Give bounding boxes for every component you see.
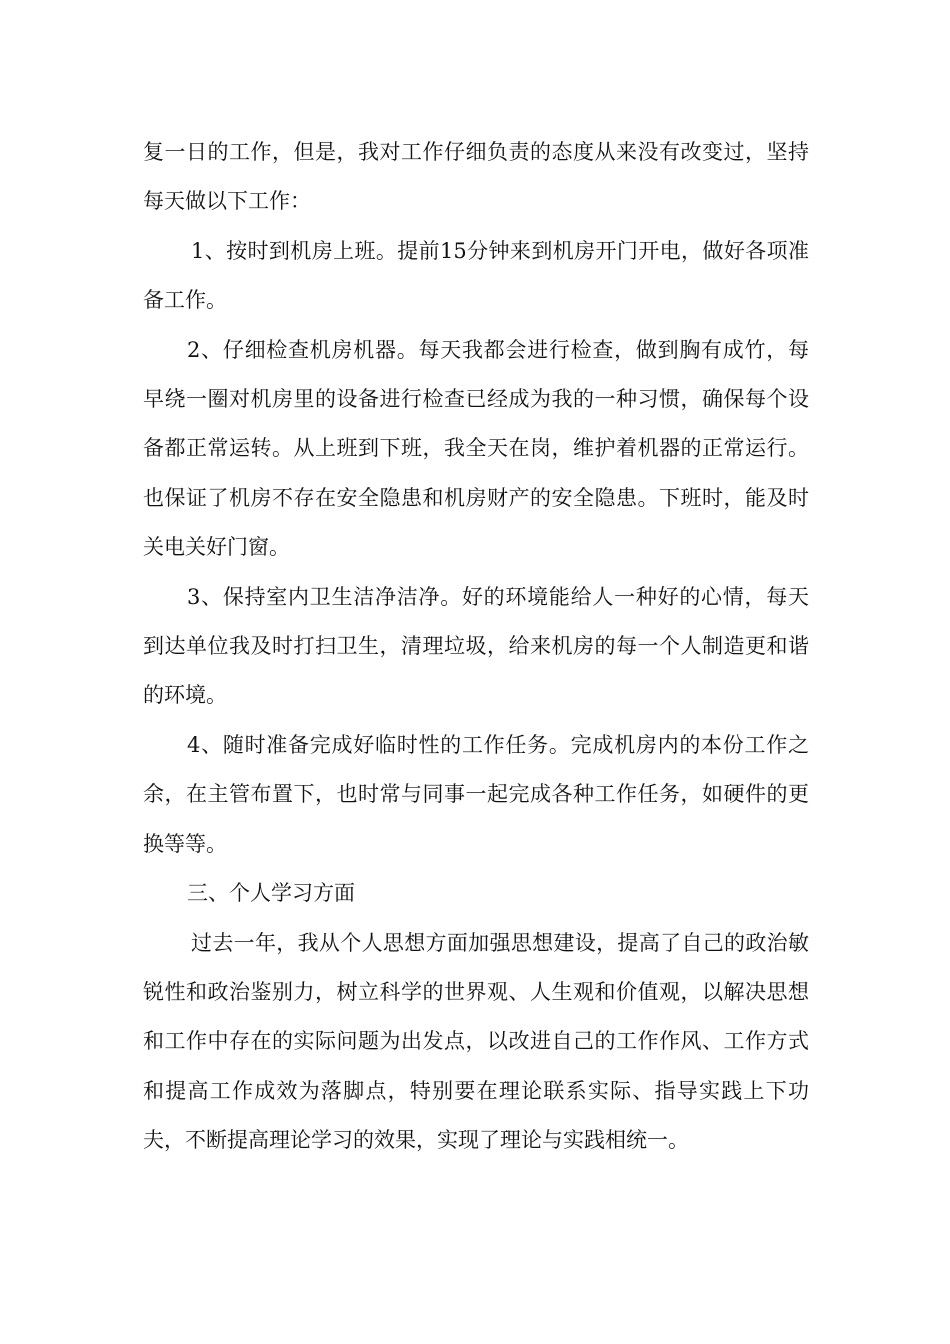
paragraph-item-2: 2、仔细检查机房机器。每天我都会进行检查，做到胸有成竹，每早绕一圈对机房里的设备进行检查已经成为我的一种习惯，确保每个设备都正常运转。从上班到下班，我全天在岗，维护着机器的正常运行。也保证了机房不存在安全隐患和机房财产的安全隐患。下班时，能及时关电关好门窗。: [143, 337, 809, 560]
section-heading: 三、个人学习方面: [187, 881, 355, 906]
paragraph-item-3: 3、保持室内卫生洁净洁净。好的环境能给人一种好的心情，每天到达单位我及时打扫卫生，清理垃圾，给来机房的每一个人制造更和谐的环境。: [143, 584, 809, 708]
paragraph-study: 过去一年，我从个人思想方面加强思想建设，提高了自己的政治敏锐性和政治鉴别力，树立科学的世界观、人生观和价值观，以解决思想和工作中存在的实际问题为出发点，以改进自己的工作作风、工作方式和提高工作成效为落脚点，特别要在理论联系实际、指导实践上下功夫，不断提高理论学习的效果，实现了理论与实践相统一。: [143, 930, 809, 1153]
paragraph-item-4: 4、随时准备完成好临时性的工作任务。完成机房内的本份工作之余，在主管布置下，也时常与同事一起完成各种工作任务，如硬件的更换等等。: [143, 732, 809, 856]
paragraph-item-1: 1、按时到机房上班。提前15分钟来到机房开门开电，做好各项准备工作。: [143, 238, 809, 313]
paragraph-continuation: 复一日的工作，但是，我对工作仔细负责的态度从来没有改变过，坚持每天做以下工作：: [143, 140, 809, 214]
body-text: [143, 128, 809, 1166]
